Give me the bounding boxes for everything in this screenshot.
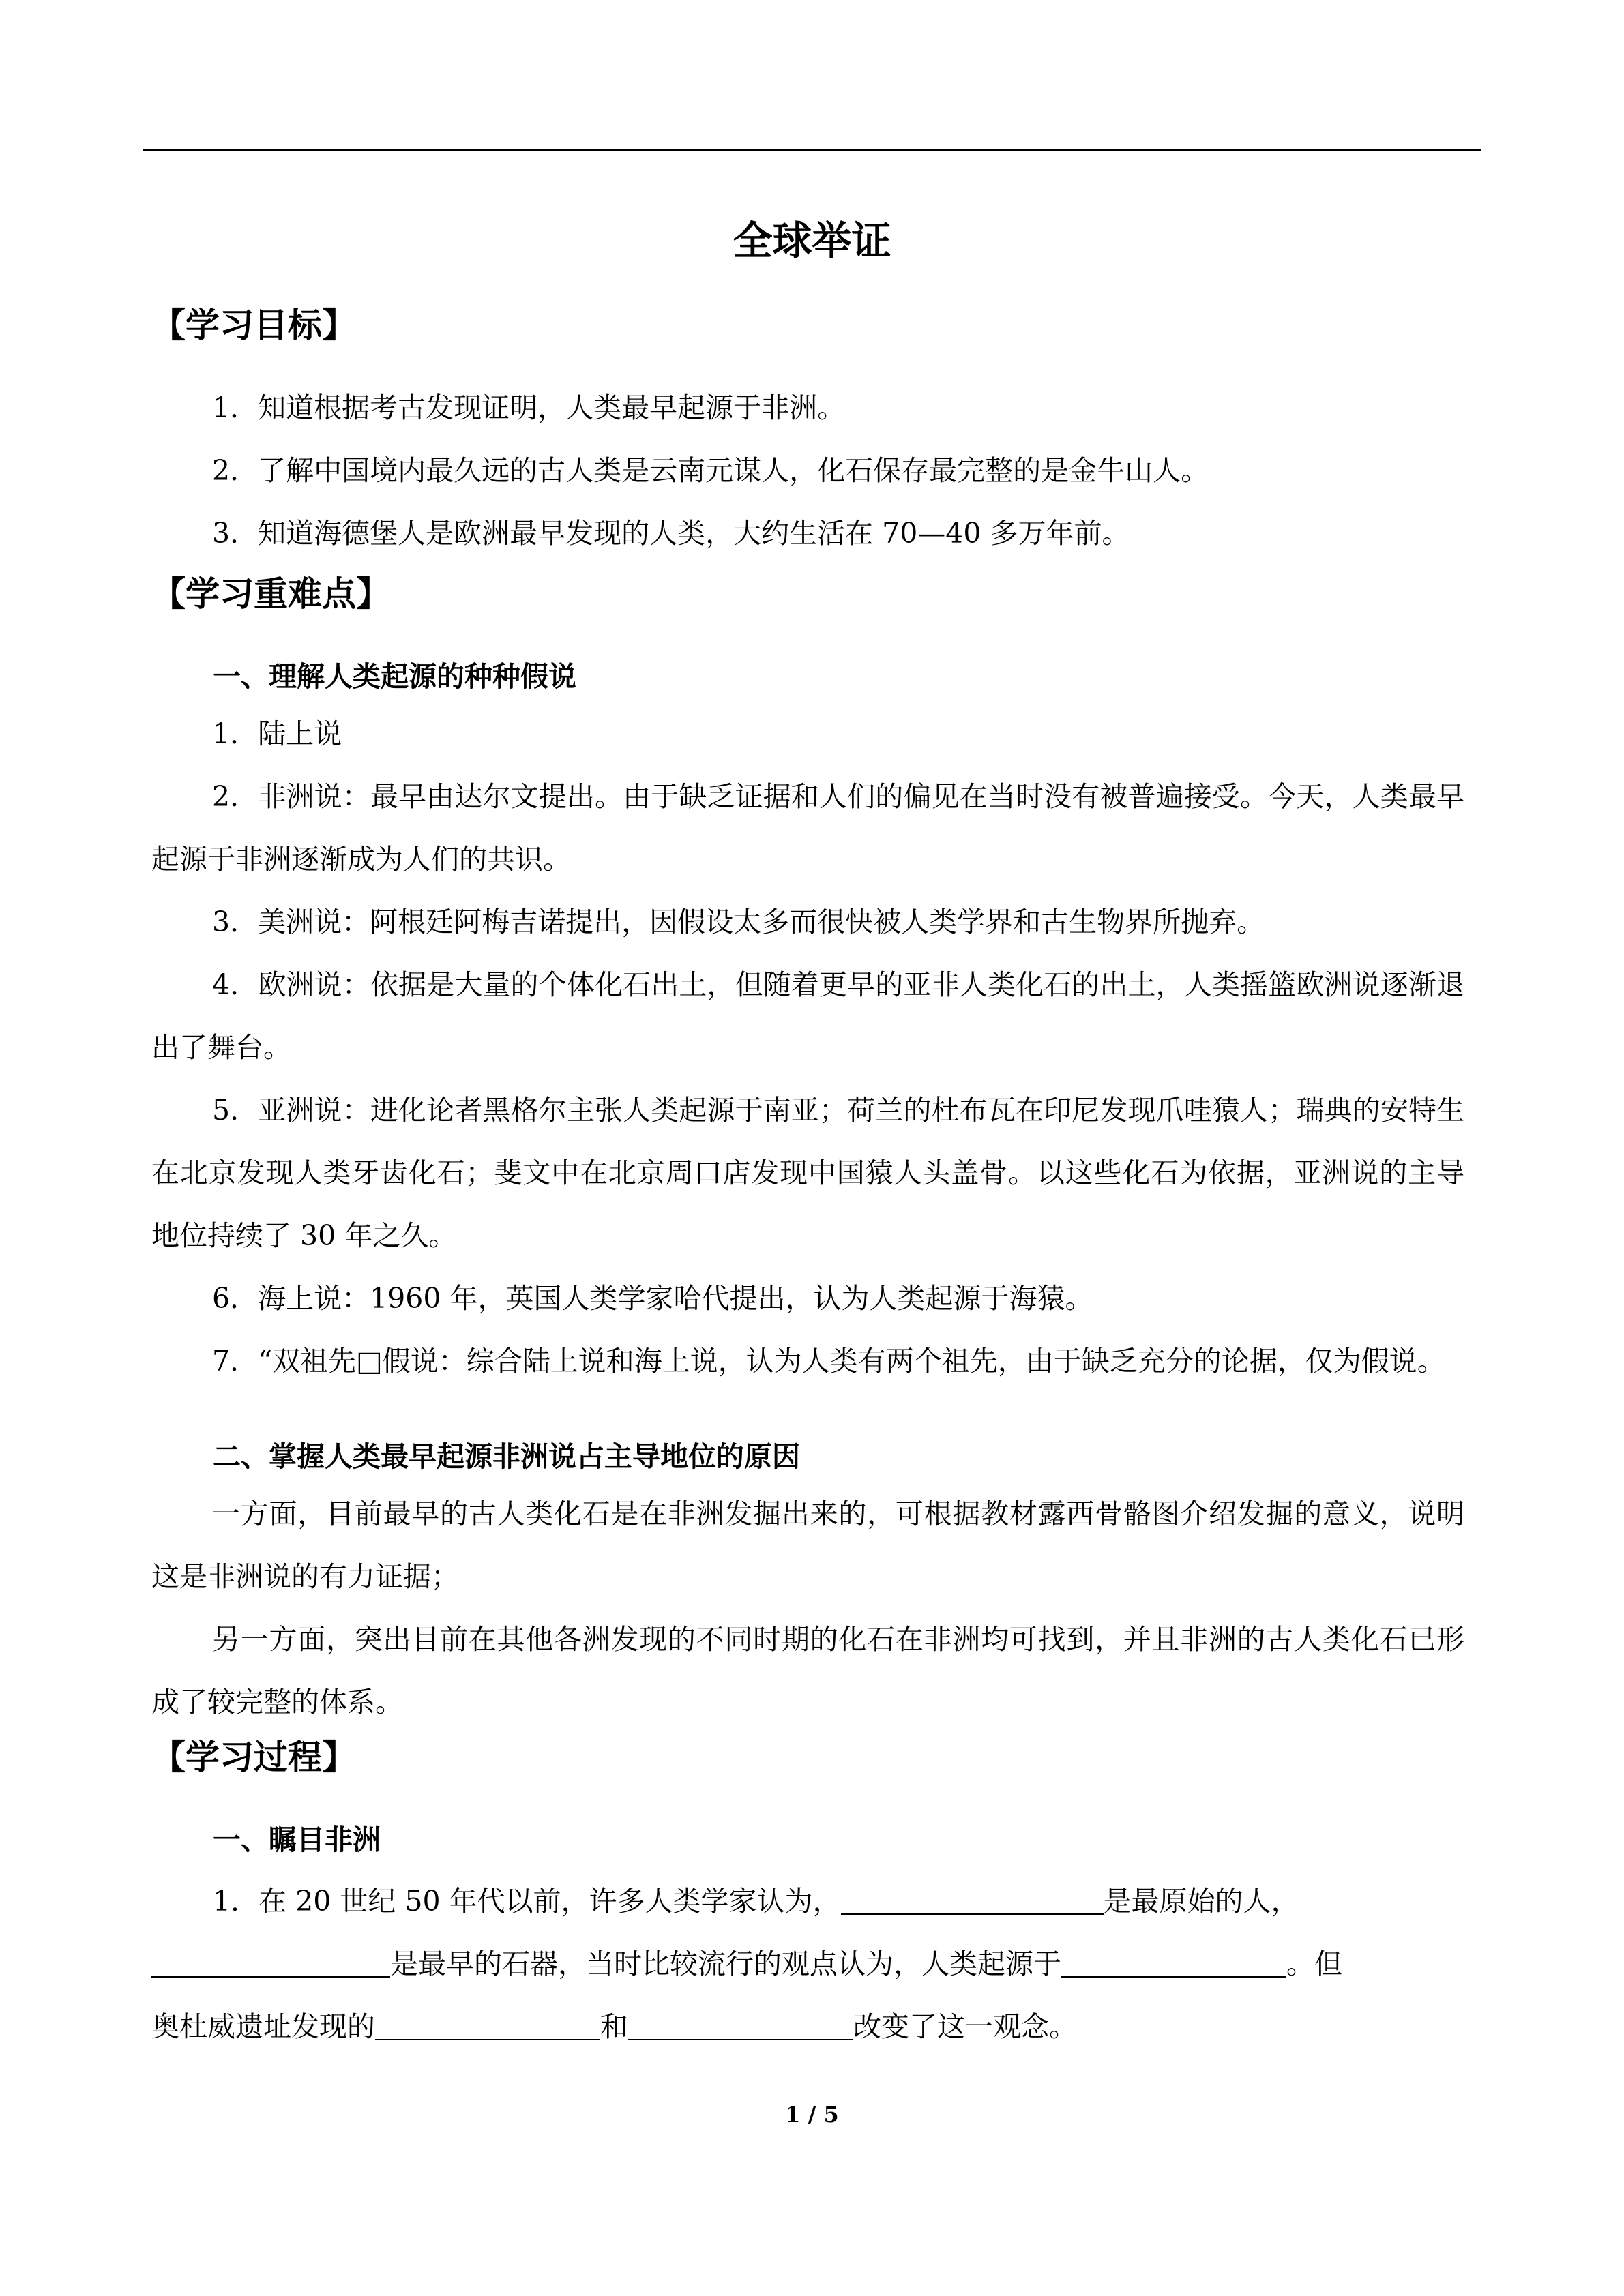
sub-heading-africa-reasons: 二、掌握人类最早起源非洲说占主导地位的原因	[213, 1440, 800, 1473]
fill-blank-4[interactable]	[375, 2012, 600, 2040]
hypothesis-item-4: 4．欧洲说：依据是大量的个体化石出土，但随着更早的亚非人类化石的出土，人类摇篮欧洲说逐渐退出了舞台。	[151, 968, 1464, 1064]
hypothesis-item-2: 2．非洲说：最早由达尔文提出。由于缺乏证据和人们的偏见在当时没有被普遍接受。今天，人类最早起源于非洲逐渐成为人们的共识。	[151, 780, 1464, 876]
section-heading-key-points: 【学习重难点】	[151, 574, 390, 614]
reason-paragraph-2: 另一方面，突出目前在其他各洲发现的不同时期的化石在非洲均可找到，并且非洲的古人类化石已形成了较完整的体系。	[151, 1623, 1464, 1718]
question-1-text-d: 。但	[1286, 1948, 1342, 1980]
question-1-line-2	[151, 1943, 1342, 1984]
question-1-text-a: 1．在 20 世纪 50 年代以前，许多人类学家认为，	[213, 1885, 841, 1918]
fill-blank-5[interactable]	[628, 2012, 853, 2040]
hypothesis-item-5: 5．亚洲说：进化论者黑格尔主张人类起源于南亚；荷兰的杜布瓦在印尼发现爪哇猿人；瑞典的安特生在北京发现人类牙齿化石；斐文中在北京周口店发现中国猿人头盖骨。以这些化石为依据，亚洲说的主导地位持续了 30 年之久。	[151, 1094, 1464, 1252]
hypothesis-item-1: 1．陆上说	[212, 717, 342, 750]
fill-blank-2[interactable]	[151, 1949, 390, 1978]
hypothesis-item-6: 6．海上说：1960 年，英国人类学家哈代提出，认为人类起源于海猿。	[212, 1282, 1093, 1315]
goal-item-2: 2．了解中国境内最久远的古人类是云南元谋人，化石保存最完整的是金牛山人。	[212, 454, 1209, 487]
question-1-line-3	[151, 2006, 1077, 2047]
hypothesis-item-7: 7．“双祖先□假说：综合陆上说和海上说，认为人类有两个祖先，由于缺乏充分的论据，仅为假说。	[212, 1345, 1445, 1377]
fill-blank-1[interactable]	[841, 1886, 1104, 1915]
hypothesis-item-3: 3．美洲说：阿根廷阿梅吉诺提出，因假设太多而很快被人类学界和古生物界所抛弃。	[212, 906, 1265, 938]
document-title: 全球举证	[733, 218, 891, 264]
fill-blank-3[interactable]	[1061, 1949, 1286, 1978]
section-heading-process: 【学习过程】	[151, 1738, 356, 1777]
reason-paragraph-1: 一方面，目前最早的古人类化石是在非洲发掘出来的，可根据教材露西骨骼图介绍发掘的意义，说明这是非洲说的有力证据；	[151, 1497, 1464, 1593]
sub-heading-focus-africa: 一、瞩目非洲	[213, 1823, 381, 1856]
section-heading-goals: 【学习目标】	[151, 305, 356, 345]
question-1-text-g: 改变了这一观念。	[853, 2010, 1077, 2043]
page-number: 1 / 5	[785, 2102, 839, 2128]
question-1-line-1	[213, 1881, 1299, 1922]
goal-item-3: 3．知道海德堡人是欧洲最早发现的人类，大约生活在 70—40 多万年前。	[212, 517, 1130, 550]
header-rule	[143, 149, 1481, 151]
sub-heading-hypotheses: 一、理解人类起源的种种假说	[213, 660, 576, 693]
question-1-text-f: 和	[600, 2010, 628, 2043]
goal-item-1: 1．知道根据考古发现证明，人类最早起源于非洲。	[212, 391, 846, 424]
question-1-text-e: 奥杜威遗址发现的	[151, 2010, 375, 2043]
question-1-text-b: 是最原始的人，	[1103, 1885, 1299, 1918]
question-1-text-c: 是最早的石器，当时比较流行的观点认为，人类起源于	[390, 1948, 1061, 1980]
